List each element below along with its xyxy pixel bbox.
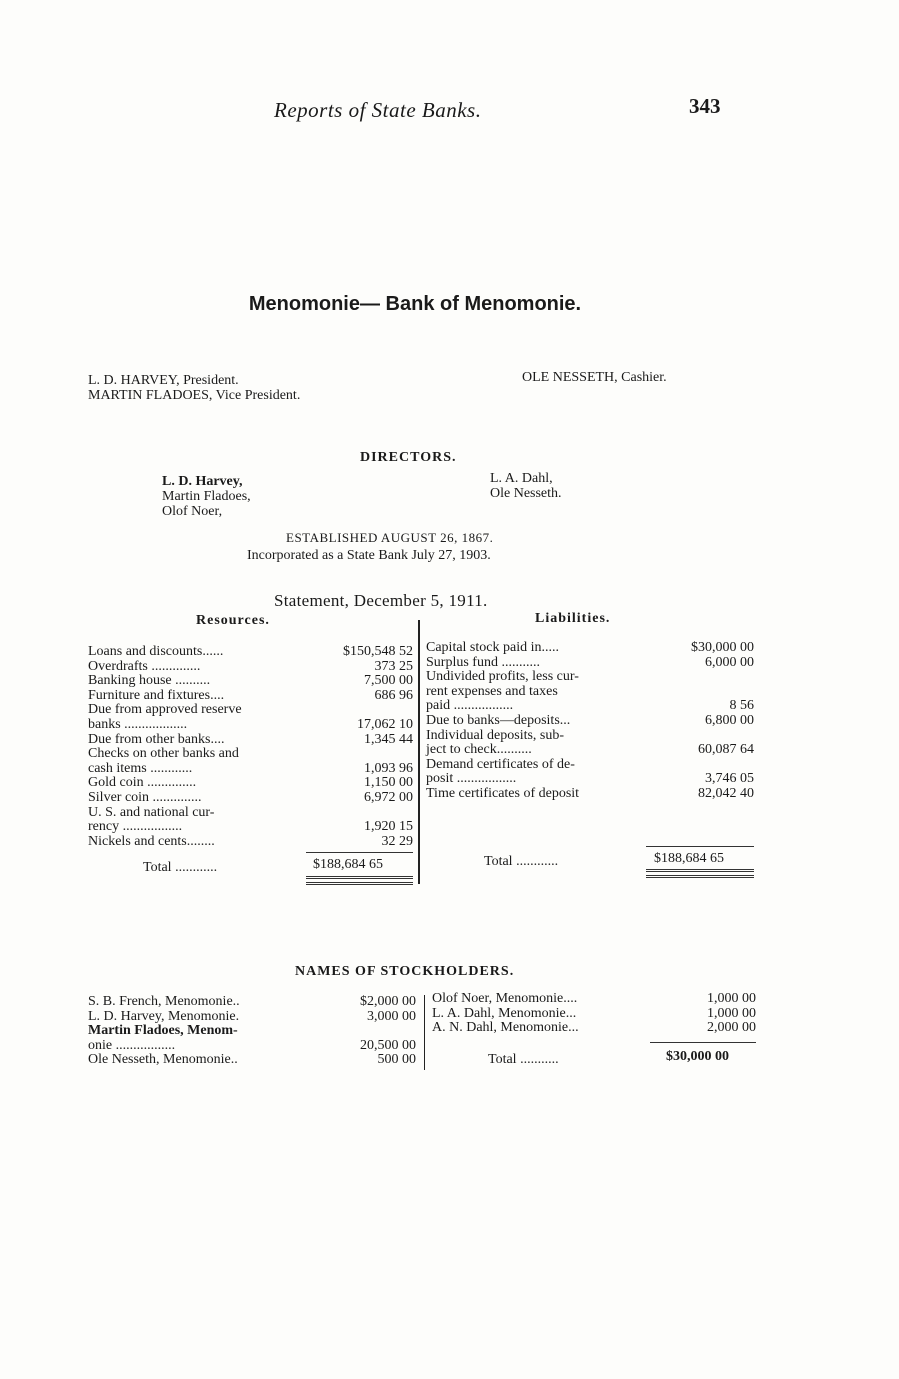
liabilities-table xyxy=(426,641,754,802)
stockholders-right-table xyxy=(432,992,756,1036)
statement-column-divider xyxy=(418,620,420,884)
resource-row: cash items ............ 1,093 96 xyxy=(88,760,413,776)
resource-row: Loans and discounts...... $150,548 52 xyxy=(88,644,413,659)
stockholders-column-divider xyxy=(424,995,425,1070)
director-left-3: Olof Noer, xyxy=(162,504,223,519)
stockholders-total-amount: $30,000 00 xyxy=(666,1049,729,1064)
resource-row: Overdrafts .............. 373 25 xyxy=(88,658,413,674)
liabilities-sum-rule xyxy=(646,846,754,847)
liabilities-total-double-rule-2 xyxy=(646,875,754,878)
liability-row: Demand certificates of de- xyxy=(426,756,575,772)
liability-row: Time certificates of deposit 82,042 40 xyxy=(426,785,754,801)
stockholder-row: L. D. Harvey, Menomonie. 3,000 00 xyxy=(88,1008,416,1024)
resource-row: Due from other banks.... 1,345 44 xyxy=(88,731,413,747)
resource-row: Checks on other banks and xyxy=(88,746,239,762)
stockholders-left-table xyxy=(88,995,416,1068)
liability-row: Undivided profits, less cur- xyxy=(426,669,579,685)
stockholders-sum-rule xyxy=(650,1042,756,1043)
director-left-1: L. D. Harvey, xyxy=(162,474,243,489)
director-right-1: L. A. Dahl, xyxy=(490,471,553,486)
resources-table xyxy=(88,645,413,849)
resource-row: Gold coin .............. 1,150 00 xyxy=(88,775,413,791)
liability-row: Capital stock paid in..... $30,000 00 xyxy=(426,640,754,655)
stockholder-row: A. N. Dahl, Menomonie... 2,000 00 xyxy=(432,1020,756,1036)
liabilities-total-amount: $188,684 65 xyxy=(654,851,724,866)
resources-total-double-rule-2 xyxy=(306,882,413,885)
officer-vice-president: MARTIN FLADOES, Vice President. xyxy=(88,388,301,403)
resource-row: Nickels and cents........ 32 29 xyxy=(88,833,413,849)
established-line: ESTABLISHED AUGUST 26, 1867. xyxy=(286,530,494,545)
stockholder-row: S. B. French, Menomonie.. $2,000 00 xyxy=(88,994,416,1009)
officer-cashier: OLE NESSETH, Cashier. xyxy=(522,370,667,385)
resources-total-label: Total ............ xyxy=(143,860,218,875)
bank-title: Menomonie— Bank of Menomonie. xyxy=(248,293,582,315)
resource-row: Due from approved reserve xyxy=(88,702,242,718)
page-number: 343 xyxy=(689,94,721,118)
stockholders-heading: NAMES OF STOCKHOLDERS. xyxy=(295,964,515,979)
liabilities-total-label: Total ............ xyxy=(484,854,559,869)
liability-row: paid ................. 8 56 xyxy=(426,698,754,714)
liability-row: Due to banks—deposits... 6,800 00 xyxy=(426,712,754,728)
directors-heading: DIRECTORS. xyxy=(360,450,457,465)
liability-row: Individual deposits, sub- xyxy=(426,727,565,743)
stockholder-row: Ole Nesseth, Menomonie.. 500 00 xyxy=(88,1052,416,1068)
stockholder-row: onie ................. 20,500 00 xyxy=(88,1037,416,1053)
resource-row: rency ................. 1,920 15 xyxy=(88,819,413,835)
resource-row: Banking house .......... 7,500 00 xyxy=(88,673,413,689)
running-title: Reports of State Banks. xyxy=(274,98,482,122)
stockholders-total-label: Total ........... xyxy=(488,1052,559,1067)
resources-total-amount: $188,684 65 xyxy=(313,857,383,872)
liability-row: ject to check.......... 60,087 64 xyxy=(426,742,754,758)
liabilities-total-double-rule xyxy=(646,869,754,872)
statement-title: Statement, December 5, 1911. xyxy=(274,591,488,610)
liability-row: rent expenses and taxes xyxy=(426,683,558,699)
resource-row: Furniture and fixtures.... 686 96 xyxy=(88,687,413,703)
resources-sum-rule xyxy=(306,852,413,853)
resource-row: U. S. and national cur- xyxy=(88,804,215,820)
resource-row: Silver coin .............. 6,972 00 xyxy=(88,789,413,805)
director-right-2: Ole Nesseth. xyxy=(490,486,562,501)
stockholder-row: Olof Noer, Menomonie.... 1,000 00 xyxy=(432,991,756,1006)
resources-heading: Resources. xyxy=(196,613,270,628)
incorporated-line: Incorporated as a State Bank July 27, 1903. xyxy=(247,548,491,563)
liability-row: Surplus fund ........... 6,000 00 xyxy=(426,654,754,670)
liability-row: posit ................. 3,746 05 xyxy=(426,771,754,787)
liabilities-heading: Liabilities. xyxy=(535,611,611,626)
stockholder-row: L. A. Dahl, Menomonie... 1,000 00 xyxy=(432,1005,756,1021)
officer-president: L. D. HARVEY, President. xyxy=(88,373,239,388)
resources-total-double-rule xyxy=(306,876,413,879)
director-left-2: Martin Fladoes, xyxy=(162,489,251,504)
resource-row: banks .................. 17,062 10 xyxy=(88,716,413,732)
stockholder-row: Martin Fladoes, Menom- xyxy=(88,1023,238,1039)
